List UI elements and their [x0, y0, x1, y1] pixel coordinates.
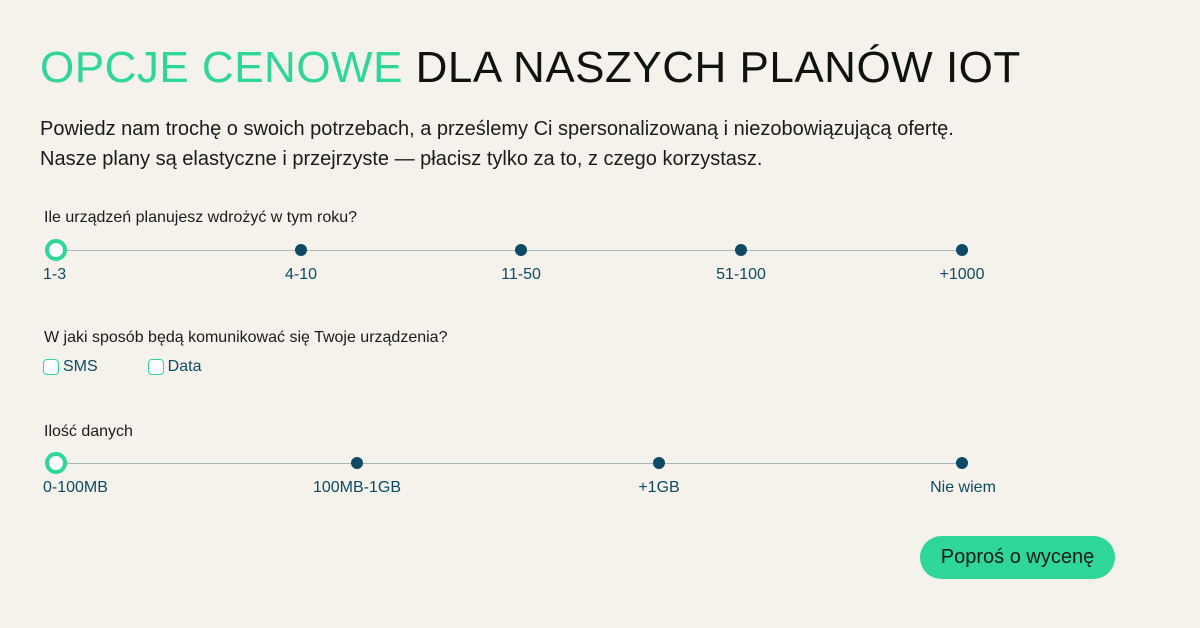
devices-stop-1000[interactable]	[956, 244, 968, 256]
page-title	[40, 40, 1021, 96]
devices-label-51-100[interactable]: 51-100	[716, 266, 766, 283]
data-stop-nie-wiem[interactable]	[956, 457, 968, 469]
devices-label-1000[interactable]: +1000	[939, 266, 985, 283]
devices-label-11-50[interactable]: 11-50	[501, 266, 541, 283]
data-stop-0-100mb[interactable]	[45, 452, 67, 474]
data-label-100mb-1gb[interactable]: 100MB-1GB	[312, 479, 402, 496]
communication-options	[43, 358, 251, 376]
communication-question: W jaki sposób będą komunikować się Twoje urządzenia?	[44, 329, 448, 346]
devices-label-4-10[interactable]: 4-10	[284, 266, 318, 283]
sms-checkbox[interactable]	[43, 358, 98, 376]
page-title-rest: DLA NASZYCH PLANÓW IOT	[415, 43, 1021, 92]
devices-stop-11-50[interactable]	[515, 244, 527, 256]
devices-question: Ile urządzeń planujesz wdrożyć w tym roku?	[44, 209, 358, 226]
sms-checkbox-label[interactable]: SMS	[63, 358, 98, 375]
data-label-nie-wiem[interactable]: Nie wiem	[930, 479, 996, 496]
data-checkbox[interactable]	[148, 358, 202, 376]
devices-label-1-3[interactable]: 1-3	[43, 266, 67, 283]
intro-line-2: Nasze plany są elastyczne i przejrzyste — płacisz tylko za to, z czego korzystasz.	[40, 148, 763, 170]
page-title-accent: OPCJE CENOWE	[40, 43, 403, 92]
data-checkbox-label[interactable]: Data	[167, 358, 202, 375]
data-label-0-100mb[interactable]: 0-100MB	[43, 479, 108, 496]
devices-stop-1-3[interactable]	[45, 239, 67, 261]
intro-line-1: Powiedz nam trochę o swoich potrzebach, a prześlemy Ci spersonalizowaną i niezobowiązującą ofertę.	[40, 118, 954, 140]
request-quote-button[interactable]: Poproś o wycenę	[920, 536, 1115, 579]
data-stop-1gb[interactable]	[653, 457, 665, 469]
data-checkbox-box[interactable]	[148, 359, 164, 375]
data-amount-question: Ilość danych	[44, 423, 133, 440]
data-label-1gb[interactable]: +1GB	[638, 479, 680, 496]
data-amount-slider-track[interactable]	[56, 463, 962, 464]
devices-stop-51-100[interactable]	[735, 244, 747, 256]
devices-stop-4-10[interactable]	[295, 244, 307, 256]
devices-slider-track[interactable]	[56, 250, 962, 251]
intro-text	[40, 114, 954, 174]
sms-checkbox-box[interactable]	[43, 359, 59, 375]
data-stop-100mb-1gb[interactable]	[351, 457, 363, 469]
